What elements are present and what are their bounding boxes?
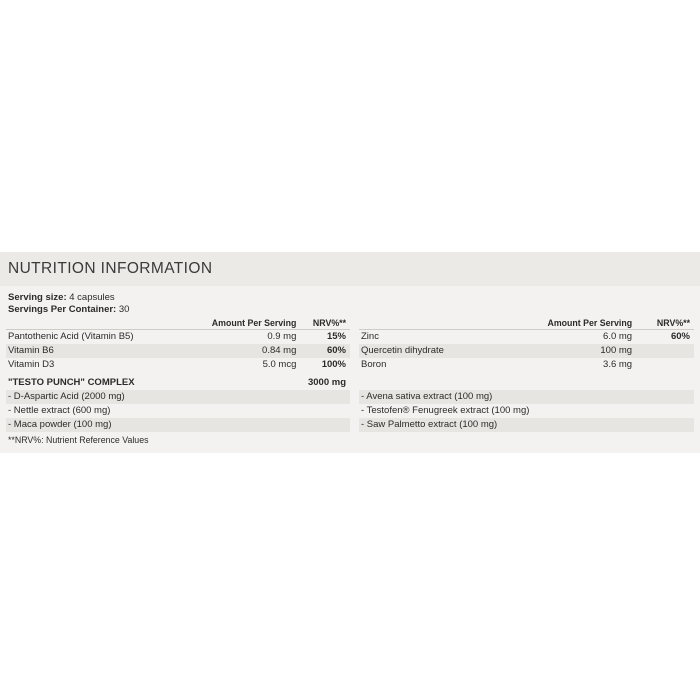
table-header-row [359, 318, 694, 330]
col-header-amount-right: Amount Per Serving [498, 318, 636, 330]
nutrient-nrv: 15% [326, 331, 346, 342]
col-header-name-left [6, 318, 182, 330]
ingredient-name: - D-Aspartic Acid (2000 mg) [6, 390, 350, 404]
serving-size-value: 4 capsules [69, 292, 115, 303]
nutrient-amount: 100 mg [498, 344, 636, 358]
complex-table-left-body [6, 376, 350, 432]
nutrient-nrv: 60% [670, 331, 690, 342]
nutrient-nrv: 100% [321, 359, 346, 370]
table-row [6, 358, 350, 372]
ingredient-name: - Avena sativa extract (100 mg) [359, 390, 694, 404]
col-header-name-right [359, 318, 498, 330]
nutrient-name: Quercetin dihydrate [359, 344, 498, 358]
complex-block-right [359, 376, 694, 432]
list-item [6, 418, 350, 432]
nutrient-table-right-head [359, 318, 694, 330]
complex-spacer-row [359, 376, 694, 390]
list-item [359, 404, 694, 418]
nutrient-table-left-body [6, 330, 350, 373]
nutrition-column-right [350, 318, 694, 432]
complex-spacer-cell [359, 376, 694, 390]
nutrition-columns [6, 318, 694, 432]
nutrient-name: Zinc [361, 331, 379, 342]
complex-table-left [6, 376, 350, 432]
table-row [6, 344, 350, 358]
col-header-amount-left: Amount Per Serving [182, 318, 300, 330]
nutrient-name: Boron [361, 359, 387, 370]
list-item [359, 390, 694, 404]
nutrient-table-right [359, 318, 694, 372]
servings-per-container-label: Servings Per Container: [8, 303, 117, 315]
list-item [359, 418, 694, 432]
nutrient-nrv [636, 358, 694, 372]
panel-body [0, 286, 700, 453]
complex-block-left [6, 376, 350, 432]
complex-table-right-body [359, 376, 694, 432]
nutrient-name: Vitamin D3 [8, 359, 55, 370]
page-title: NUTRITION INFORMATION [8, 260, 213, 277]
servings-per-container-line [6, 304, 694, 316]
col-header-nrv-right: NRV%** [636, 318, 694, 330]
panel-header [0, 252, 700, 286]
serving-size-line [6, 292, 694, 304]
ingredient-name: - Saw Palmetto extract (100 mg) [359, 418, 694, 432]
list-item [6, 404, 350, 418]
complex-name: "TESTO PUNCH" COMPLEX [8, 377, 135, 388]
ingredient-name: - Nettle extract (600 mg) [8, 405, 111, 416]
nutrient-name: Pantothenic Acid (Vitamin B5) [8, 331, 134, 342]
servings-per-container-value: 30 [118, 303, 130, 315]
table-row [359, 330, 694, 345]
nutrient-table-left [6, 318, 350, 372]
serving-size-label: Serving size: [8, 292, 67, 303]
nutrient-amount: 0.84 mg [182, 344, 300, 358]
col-header-nrv-left: NRV%** [300, 318, 350, 330]
nutrition-column-left [6, 318, 350, 432]
complex-table-right [359, 376, 694, 432]
nutrient-nrv [636, 344, 694, 358]
nutrient-table-left-head [6, 318, 350, 330]
table-header-row [6, 318, 350, 330]
table-row [6, 330, 350, 345]
ingredient-name: - Testofen® Fenugreek extract (100 mg) [361, 405, 530, 416]
nutrient-amount: 5.0 mcg [262, 359, 297, 370]
nutrient-name: Vitamin B6 [6, 344, 182, 358]
nutrient-amount: 3.6 mg [603, 359, 633, 370]
nrv-footnote: **NRV%: Nutrient Reference Values [8, 435, 149, 445]
complex-amount: 3000 mg [307, 377, 346, 388]
complex-header-row [6, 376, 350, 390]
table-row [359, 358, 694, 372]
nutrition-information-panel [0, 252, 700, 453]
nutrient-table-right-body [359, 330, 694, 373]
ingredient-name: - Maca powder (100 mg) [6, 418, 350, 432]
nutrient-amount: 6.0 mg [603, 331, 633, 342]
nutrient-nrv: 60% [300, 344, 350, 358]
list-item [6, 390, 350, 404]
table-row [359, 344, 694, 358]
nutrient-amount: 0.9 mg [267, 331, 297, 342]
serving-info [6, 292, 694, 315]
